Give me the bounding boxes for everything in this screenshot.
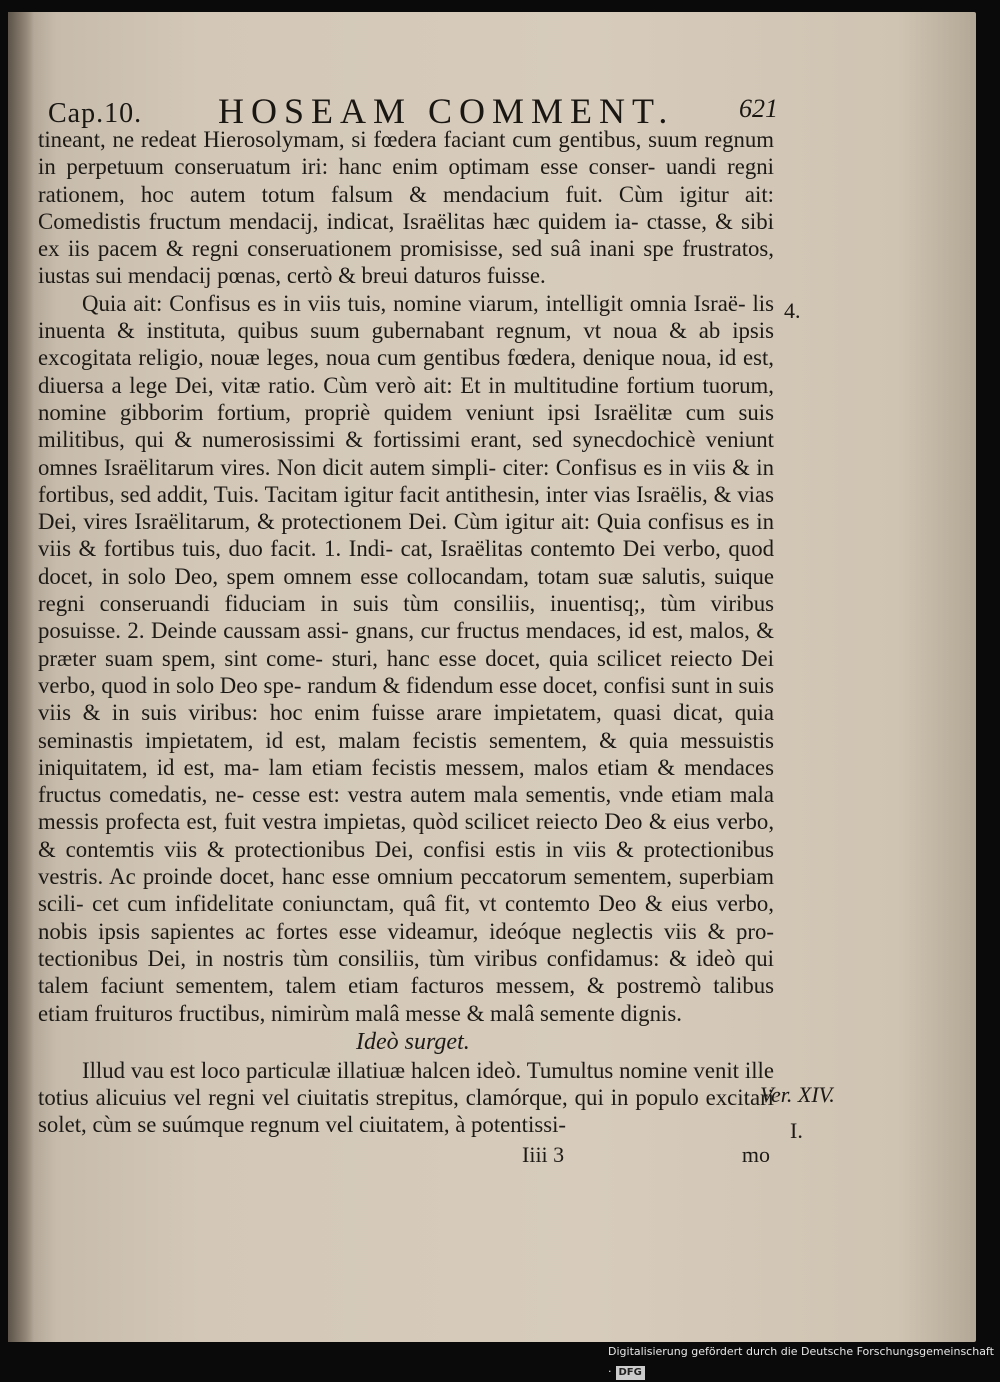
text-line: cesse est: vestra autem mala sementis, vnde etiam mala messis profecta est, xyxy=(38,782,775,835)
running-header xyxy=(38,84,778,131)
margin-note-4: 4. xyxy=(784,298,801,323)
text-line: regnum in perpetuum conseruatum iri: hanc enim optimam esse conser- xyxy=(38,127,775,180)
text-line: talibus etiam fruituros fructibus, nimirùm malâ messe & malâ semente xyxy=(38,973,774,1026)
signature-line xyxy=(38,1139,774,1167)
text-line: id est, malam fecistis sementem, & quia messuistis iniquitatem, id est, ma- xyxy=(38,727,774,780)
text-line: viis & protectionibus Dei, confisi estis in viis & protectionibus vestris. Ac xyxy=(38,836,775,890)
page-spine-shadow xyxy=(8,12,34,1342)
text-line: Quia ait: Confisus es in viis tuis, nomine viarum, intelligit omnia Israë- xyxy=(82,290,746,316)
text-line: sturi, hanc esse docet, quia scilicet reiecto Dei verbo, quod in solo Deo spe- xyxy=(38,645,774,698)
text-line: citer: Confisus es in viis & in fortibus, sed addit, Tuis. Tacitam igitur facit xyxy=(38,454,774,507)
text-line: fortium tuorum, nomine gibborim fortium, propriè quidem veniunt ipsi xyxy=(38,372,774,425)
text-line: qui talem faciunt sementem, talem etiam facturos messem, & postremò xyxy=(38,945,775,999)
margin-note-1: I. xyxy=(790,1118,803,1143)
text-line: uandi regni rationem, hoc autem totum falsum & mendacium fuit. Cùm xyxy=(38,154,774,207)
signature-mark: Iiii 3 xyxy=(522,1141,565,1167)
text-line: tineant, ne redeat Hierosolymam, si fœdera faciant cum gentibus, suum xyxy=(38,127,698,152)
text-line: nobis ipsis sapientes ac fortes esse videamur, ideóque neglectis viis & pro- xyxy=(38,918,774,944)
text-line: Dei. Cùm igitur ait: Quia confisus es in viis & fortibus tuis, duo facit. 1. Indi- xyxy=(38,509,774,562)
paragraph-2 xyxy=(38,290,774,1027)
text-line: venit ille totius alicuius vel regni vel ciuitatis strepitus, clamórque, qui in xyxy=(38,1057,774,1111)
section-heading: Ideò surget. xyxy=(356,1028,470,1055)
text-line: lis inuenta & instituta, quibus suum gubernabant regnum, vt noua & ab xyxy=(38,290,774,344)
text-line: antithesin, inter vias Israëlis, & vias Dei, vires Israëlitarum, & protectionem xyxy=(38,481,774,535)
text-line: synecdochicè veniunt omnes Israëlitarum vires. Non dicit autem simpli- xyxy=(38,427,774,480)
dfg-logo-icon: DFG xyxy=(616,1366,645,1380)
main-text xyxy=(38,126,774,1167)
paragraph-1 xyxy=(38,126,774,290)
text-line: dignis. xyxy=(620,1000,682,1026)
margin-note-verse: Ver. XIV. xyxy=(760,1082,835,1107)
text-line: gnans, cur fructus mendaces, id est, malos, & præter suam spem, sint come- xyxy=(38,618,774,671)
text-line: proinde docet, hanc esse omnium peccatorum sementem, superbiam scili- xyxy=(38,864,775,917)
text-line: spe frustratos, iustas sui mendacij pœnas, certò & breui daturos fuisse. xyxy=(38,236,774,289)
chapter-label: Cap.10. xyxy=(48,98,143,129)
text-line: Illud vau est loco particulæ illatiuæ halcen ideò. Tumultus nomine xyxy=(82,1057,688,1083)
text-line: cat, Israëlitas contemto Dei verbo, quod docet, in solo Deo, spem omnem xyxy=(38,536,774,589)
catchword: mo xyxy=(741,1141,770,1167)
footer-text: Digitalisierung gefördert durch die Deutsche Forschungsgemeinschaft · xyxy=(608,1345,994,1378)
page-number: 621 xyxy=(739,94,778,123)
text-line: hoc enim fuisse arare impietatem, quasi dicat, quia seminastis impietatem, xyxy=(38,700,774,753)
text-line: tectionibus Dei, in nostris tùm consiliis, tùm viribus confidamus: & ideò xyxy=(38,945,736,971)
text-line: cet cum infidelitate coniunctam, quâ fit, vt contemto Deo & eius verbo, xyxy=(92,891,774,917)
text-line: suis tùm consiliis, inuentisq;, tùm viribus posuisse. 2. Deinde caussam assi- xyxy=(38,591,775,644)
text-line: igitur ait: Comedistis fructum mendacij, indicat, Israëlitas hæc quidem ia- xyxy=(38,181,774,234)
text-line: ipsis excogitata religio, nouæ leges, noua cum gentibus fœdera, denique xyxy=(38,318,775,371)
text-line: esse collocandam, totam suæ salutis, suique regni conseruandi fiduciam in xyxy=(38,563,774,617)
text-line: fuit vestra impietas, quòd scilicet reiecto Deo & eius verbo, & contemtis xyxy=(38,809,775,862)
text-line: lam etiam fecistis messem, malos etiam & mendaces fructus comedatis, ne- xyxy=(38,754,774,808)
text-line: Israëlitæ cum suis militibus, qui & numerosissimi & fortissimi erant, sed xyxy=(38,399,774,453)
paragraph-3 xyxy=(38,1057,774,1139)
text-line: populo excitari solet, cùm se suúmque regnum vel ciuitatem, à potentissi- xyxy=(38,1085,774,1138)
text-line: randum & fidendum esse docet, confisi sunt in suis viis & in suis viribus: xyxy=(38,672,774,726)
text-line: noua, id est, diuersa a lege Dei, vitæ ratio. Cùm verò ait: Et in multitudine xyxy=(38,345,775,398)
digitization-footer xyxy=(608,1342,998,1378)
running-title: HOSEAM COMMENT. xyxy=(218,91,675,131)
text-line: ctasse, & sibi ex iis pacem & regni conseruationem promisisse, sed suâ inani xyxy=(38,208,774,262)
